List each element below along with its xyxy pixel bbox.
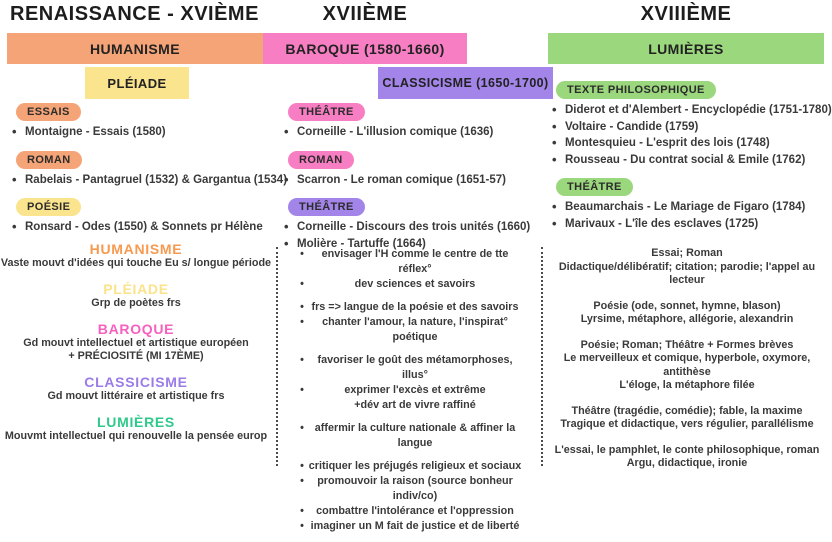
bar-classicisme: CLASSICISME (1650-1700) (378, 67, 553, 99)
register-line: Tragique et didactique, vers régulier, parallélisme (560, 418, 814, 430)
column-17th-works (280, 102, 540, 261)
work-item: • Scarron - Le roman comique (1651-57) (280, 172, 540, 189)
register-line: Le merveilleux et comique, hyperbole, oxymore, antithèse (563, 352, 811, 378)
movement-name: HUMANISME (89, 241, 183, 257)
bar-pleiade: PLÉIADE (85, 67, 189, 99)
goal-line: • exprimer l'excès et extrême (300, 384, 486, 396)
movement-lumieres (0, 414, 272, 443)
goal-group-pleiade (281, 300, 533, 345)
work-item: • Montaigne - Essais (1580) (8, 124, 270, 141)
movement-pleiade (0, 281, 272, 310)
movement-name: BAROQUE (97, 321, 175, 337)
goal-line: • chanter l'amour, la nature, l'inspirat° poétique (300, 316, 508, 343)
goal-line: • frs => langue de la poésie et des savoirs (300, 301, 519, 313)
goal-line-continuation: +dév art de vivre raffiné (354, 399, 476, 411)
movement-name: LUMIÈRES (97, 414, 175, 430)
goal-line: • favoriser le goût des métamorphoses, illus° (300, 354, 513, 381)
genre-pill-poesie: POÉSIE (16, 198, 81, 216)
goal-group-lumieres (281, 459, 533, 534)
movement-definitions (0, 241, 272, 454)
movement-classicisme (0, 374, 272, 403)
movement-definition: Gd mouvt littéraire et artistique frs (47, 390, 225, 402)
goal-line: • critiquer les préjugés religieux et sociaux (300, 460, 522, 472)
work-item: • Montesquieu - L'esprit des lois (1748) (548, 135, 826, 152)
work-item: • Corneille - L'illusion comique (1636) (280, 124, 540, 141)
dotted-divider-left (276, 247, 278, 466)
register-line: Théâtre (tragédie, comédie); fable, la maxime (571, 404, 803, 417)
register-line: L'essai, le pamphlet, le conte philosophique, roman (554, 443, 820, 456)
goal-group-humanisme (281, 247, 533, 292)
genre-pill-roman: ROMAN (288, 151, 354, 169)
genre-pill-roman: ROMAN (16, 151, 82, 169)
movement-goals (281, 247, 533, 542)
work-item: • Rabelais - Pantagruel (1532) & Gargantua (1534) (8, 172, 270, 189)
section-texte-philosophique (548, 80, 832, 168)
section-theatre-lumieres (548, 177, 826, 232)
column-18th-works (548, 80, 832, 241)
register-group-classicisme (548, 405, 826, 432)
work-item: • Marivaux - L'île des esclaves (1725) (548, 216, 826, 233)
era-title-renaissance: RENAISSANCE - XVIÈME (10, 3, 259, 25)
goal-line: • affermir la culture nationale & affiner la langue (300, 422, 516, 449)
goal-line: • envisager l'H comme le centre de tte réflex° (300, 248, 509, 275)
register-line: Argu, didactique, ironie (626, 457, 748, 469)
goal-group-classicisme (281, 421, 533, 451)
goal-line: • dev sciences et savoirs (300, 278, 476, 290)
work-item: • Rousseau - Du contrat social & Emile (1762) (548, 152, 826, 169)
genres-registers (548, 247, 826, 483)
movement-humanisme (0, 241, 272, 270)
bar-lumieres: LUMIÈRES (548, 33, 824, 64)
section-roman-16 (8, 150, 288, 189)
bar-humanisme: HUMANISME (7, 33, 263, 64)
register-line: Poésie; Roman; Théâtre + Formes brèves (580, 338, 794, 351)
goal-line: • imaginer un M fait de justice et de liberté (300, 520, 520, 532)
register-line: Didactique/délibératif; citation; parodie; l'appel au lecteur (558, 260, 816, 286)
column-renaissance-works (8, 102, 288, 245)
goal-group-baroque (281, 353, 533, 413)
era-title-17th: XVIIÈME (322, 3, 408, 25)
movement-baroque (0, 321, 272, 363)
register-group-humanisme (548, 247, 826, 288)
genre-pill-theatre: THÉÂTRE (556, 178, 633, 196)
goal-line: • combattre l'intolérance et l'oppression (300, 505, 514, 517)
work-item: • Voltaire - Candide (1759) (548, 119, 826, 136)
work-item: • Molière - Tartuffe (1664) (280, 236, 540, 253)
movement-name: PLÉIADE (103, 281, 169, 297)
section-roman-17 (280, 150, 540, 189)
movement-name: CLASSICISME (84, 374, 188, 390)
genre-pill-theatre: THÉÂTRE (288, 198, 365, 216)
section-essais (8, 102, 270, 141)
register-group-pleiade (548, 300, 826, 327)
register-group-baroque (548, 339, 826, 393)
era-title-18th: XVIIIÈME (640, 3, 732, 25)
work-item: • Ronsard - Odes (1550) & Sonnets pr Hélène (8, 219, 270, 236)
movement-definition: + PRÉCIOSITÉ (MI 17ÈME) (68, 350, 204, 362)
section-theatre-classique (280, 197, 540, 252)
register-line: Lyrsime, métaphore, allégorie, alexandrin (580, 313, 794, 325)
register-group-lumieres (548, 444, 826, 471)
movement-definition: Vaste mouvt d'idées qui touche Eu s/ longue période (0, 257, 272, 269)
dotted-divider-right (541, 247, 543, 466)
movement-definition: Gd mouvt intellectuel et artistique européen (23, 337, 249, 349)
genre-pill-texte-philosophique: TEXTE PHILOSOPHIQUE (556, 81, 716, 99)
register-line: Poésie (ode, sonnet, hymne, blason) (593, 299, 781, 312)
work-item: • Diderot et d'Alembert - Encyclopédie (1751-1780) (548, 102, 826, 119)
work-item: • Beaumarchais - Le Mariage de Figaro (1784) (548, 199, 826, 216)
bar-baroque: BAROQUE (1580-1660) (263, 33, 467, 64)
section-poesie (8, 197, 270, 236)
genre-pill-essais: ESSAIS (16, 103, 81, 121)
section-theatre-baroque (280, 102, 540, 141)
register-line: Essai; Roman (651, 247, 723, 259)
register-line: L'éloge, la métaphore filée (619, 379, 755, 391)
genre-pill-theatre: THÉÂTRE (288, 103, 365, 121)
work-item: • Corneille - Discours des trois unités (1660) (280, 219, 540, 236)
goal-line: • promouvoir la raison (source bonheur indiv/co) (300, 475, 513, 502)
movement-definition: Grp de poètes frs (91, 297, 181, 309)
movement-definition: Mouvmt intellectuel qui renouvelle la pensée europ (4, 430, 268, 442)
